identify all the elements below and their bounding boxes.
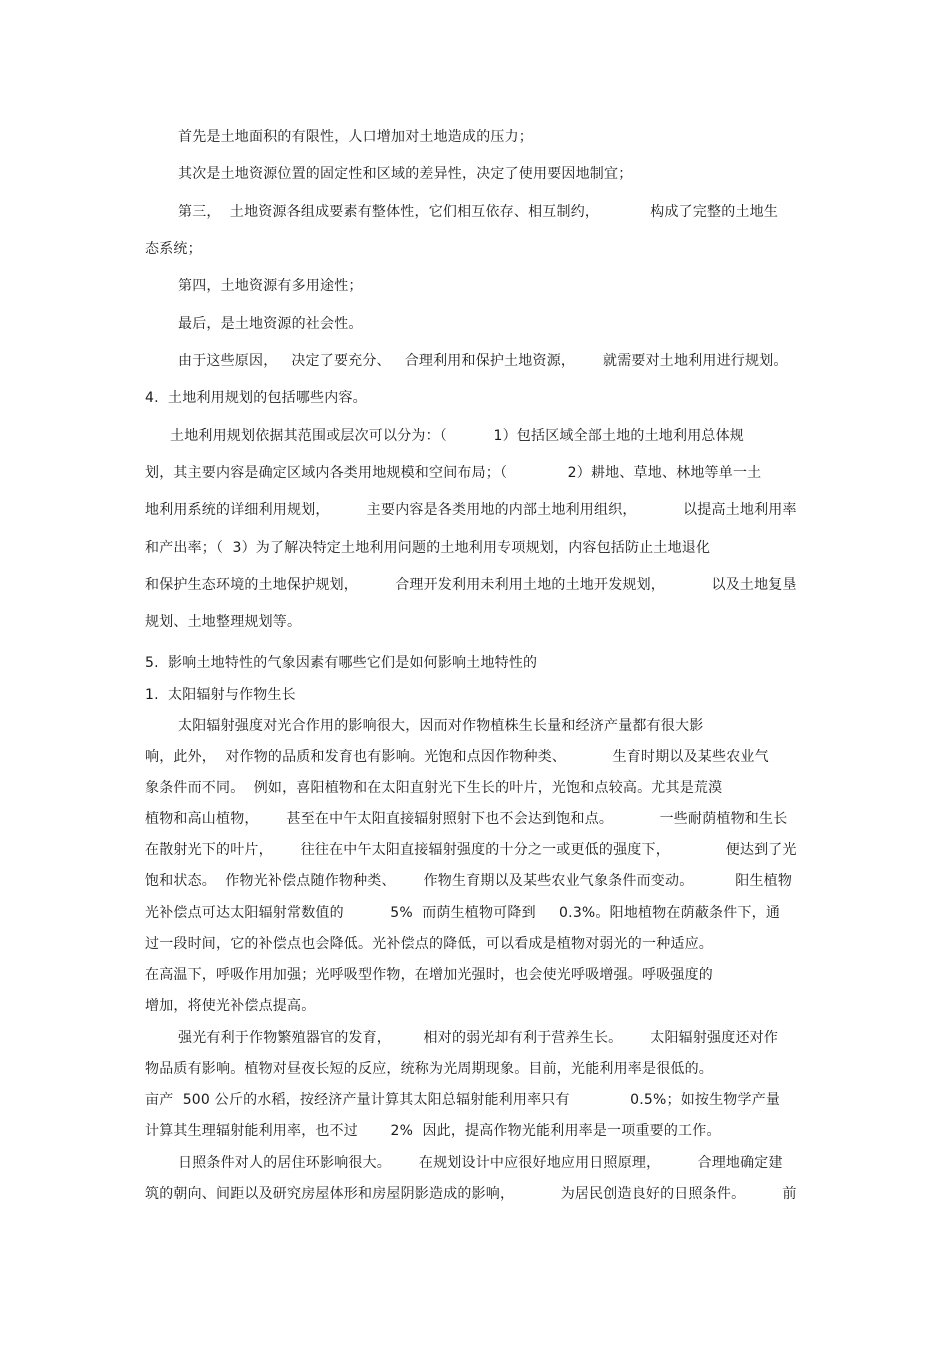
section-heading: 4. 土地利用规划的包括哪些内容。: [145, 390, 367, 406]
text-line: 和产出率；（ 3）为了解决特定土地利用问题的土地利用专项规划，内容包括防止土地退化: [145, 540, 711, 556]
text-line: 筑的朝向、间距以及研究房屋体形和房屋阴影造成的影响， 为居民创造良好的日照条件。 前: [145, 1186, 797, 1202]
text-line: 饱和状态。 作物光补偿点随作物种类、 作物生育期以及某些农业气象条件而变动。 阳生植物: [145, 873, 793, 889]
text-line: 地利用系统的详细利用规划， 主要内容是各类用地的内部土地利用组织， 以提高土地利用率: [145, 502, 797, 518]
text-line: 计算其生理辐射能利用率，也不过 2% 因此，提高作物光能利用率是一项重要的工作。: [145, 1123, 721, 1139]
section-heading: 5. 影响土地特性的气象因素有哪些它们是如何影响土地特性的: [145, 655, 538, 671]
text-line: 其次是土地资源位置的固定性和区域的差异性，决定了使用要因地制宜；: [178, 166, 633, 182]
text-line: 最后，是土地资源的社会性。: [178, 316, 363, 332]
text-line: 在散射光下的叶片， 往往在中午太阳直接辐射强度的十分之一或更低的强度下， 便达到了光: [145, 842, 797, 858]
text-line: 由于这些原因， 决定了要充分、 合理利用和保护土地资源， 就需要对土地利用进行规划。: [178, 353, 788, 369]
text-line: 强光有利于作物繁殖器官的发育， 相对的弱光却有利于营养生长。 太阳辐射强度还对作: [178, 1030, 779, 1046]
subsection-heading: 1. 太阳辐射与作物生长: [145, 687, 296, 703]
text-line: 增加，将使光补偿点提高。: [145, 998, 316, 1014]
text-line: 象条件而不同。 例如，喜阳植物和在太阳直射光下生长的叶片，光饱和点较高。尤其是荒漠: [145, 780, 723, 796]
text-line: 日照条件对人的居住环影响很大。 在规划设计中应很好地应用日照原理， 合理地确定建: [178, 1155, 783, 1171]
text-line: 光补偿点可达太阳辐射常数值的 5% 而荫生植物可降到 0.3%。阳地植物在荫蔽条件下，通: [145, 905, 781, 921]
text-line: 和保护生态环境的土地保护规划， 合理开发利用未利用土地的土地开发规划， 以及土地复垦: [145, 577, 797, 593]
text-line: 态系统；: [145, 241, 202, 257]
text-line: 在高温下，呼吸作用加强；光呼吸型作物，在增加光强时，也会使光呼吸增强。呼吸强度的: [145, 967, 713, 983]
text-line: 物品质有影响。植物对昼夜长短的反应，统称为光周期现象。目前，光能利用率是很低的。: [145, 1061, 713, 1077]
text-line: 首先是土地面积的有限性，人口增加对土地造成的压力；: [178, 129, 533, 145]
text-line: 规划、土地整理规划等。: [145, 614, 302, 630]
text-line: 第四，土地资源有多用途性；: [178, 278, 363, 294]
text-line: 第三， 土地资源各组成要素有整体性，它们相互依存、相互制约， 构成了完整的土地生: [178, 204, 779, 220]
text-line: 太阳辐射强度对光合作用的影响很大，因而对作物植株生长量和经济产量都有很大影: [178, 718, 704, 734]
text-line: 土地利用规划依据其范围或层次可以分为：（ 1）包括区域全部土地的土地利用总体规: [170, 428, 745, 444]
text-line: 过一段时间，它的补偿点也会降低。光补偿点的降低，可以看成是植物对弱光的一种适应。: [145, 936, 713, 952]
text-line: 亩产 500 公斤的水稻，按经济产量计算其太阳总辐射能利用率只有 0.5%；如按生物学产量: [145, 1092, 781, 1108]
text-line: 划，其主要内容是确定区域内各类用地规模和空间布局；（ 2）耕地、草地、林地等单一土: [145, 465, 762, 481]
text-line: 植物和高山植物， 甚至在中午太阳直接辐射照射下也不会达到饱和点。 一些耐荫植物和生长: [145, 811, 788, 827]
text-line: 响，此外， 对作物的品质和发育也有影响。光饱和点因作物种类、 生育时期以及某些农业气: [145, 749, 769, 765]
